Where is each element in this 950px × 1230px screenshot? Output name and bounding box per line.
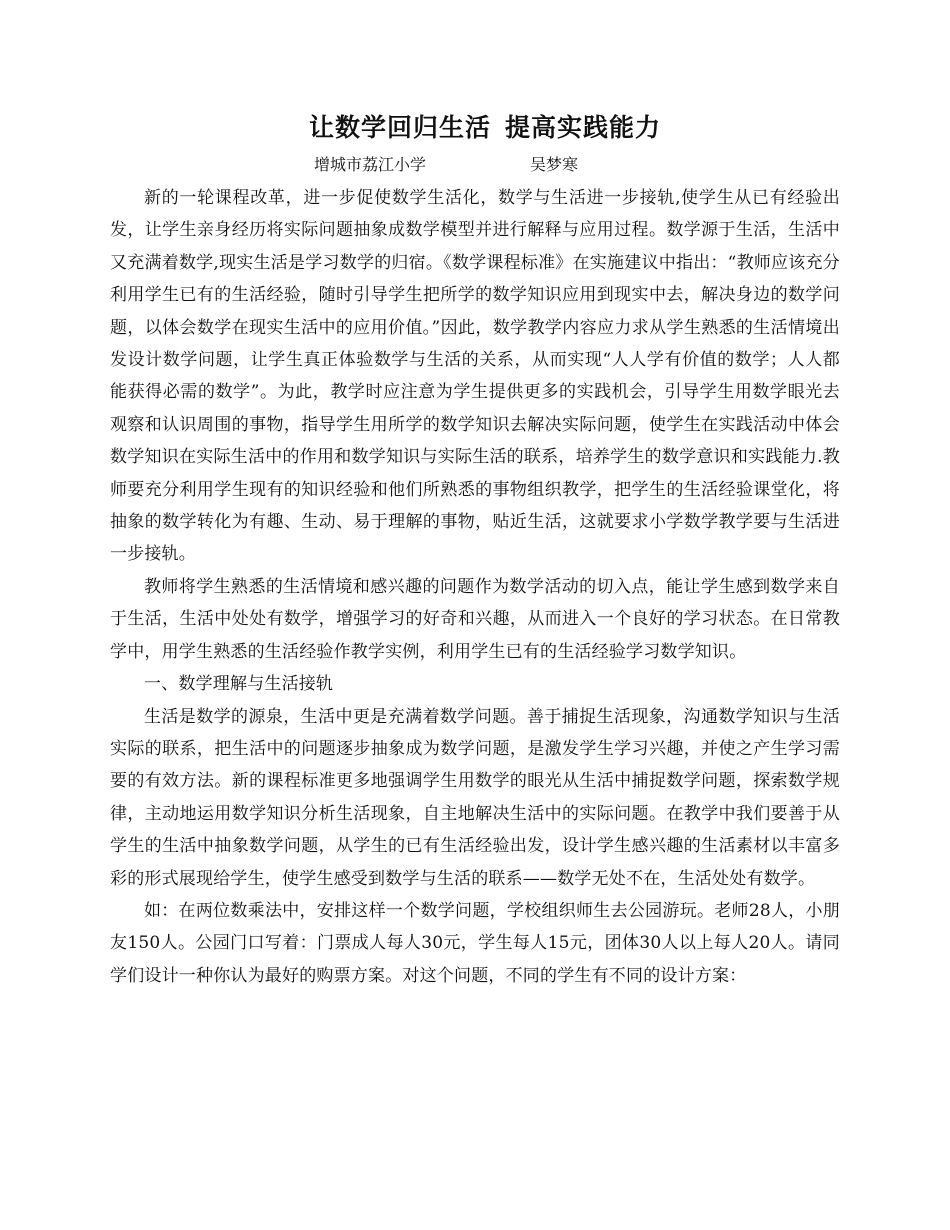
school-name: 增城市荔江小学 <box>314 155 427 174</box>
byline <box>110 148 840 182</box>
title-part-1: 让数学回归生活 <box>308 113 491 142</box>
paragraph-intro: 新的一轮课程改革，进一步促使数学生活化，数学与生活进一步接轨,使学生从已有经验出发，让学生亲身经历将实际问题抽象成数学模型并进行解释与应用过程。数学源于生活，生活中又充满着数学,现实生活是学习数学的归宿。《数学课程标准》在实施建议中指出：“教师应该充分利用学生已有的生活经验，随时引导学生把所学的数学知识应用到现实中去，解决身边的数学问题，以体会数学在现实生活中的应用价值。”因此，数学教学内容应力求从学生熟悉的生活情境出发设计数学问题，让学生真正体验数学与生活的关系，从而实现“人人学有价值的数学；人人都能获得必需的数学”。为此，教学时应注意为学生提供更多的实践机会，引导学生用数学眼光去观察和认识周围的事物，指导学生用所学的数学知识去解决实际问题，使学生在实践活动中体会数学知识在实际生活中的作用和数学知识与实际生活的联系，培养学生的数学意识和实践能力.教师要充分利用学生现有的知识经验和他们所熟悉的事物组织教学，把学生的生活经验课堂化，将抽象的数学转化为有趣、生动、易于理解的事物，贴近生活，这就要求小学数学教学要与生活进一步接轨。 <box>110 188 840 565</box>
author-name: 吴梦寒 <box>530 155 579 174</box>
section-heading: 一、数学理解与生活接轨 <box>144 674 334 695</box>
document-page <box>110 108 840 992</box>
title-part-2: 提高实践能力 <box>505 113 662 142</box>
paragraph-context: 教师将学生熟悉的生活情境和感兴趣的问题作为数学活动的切入点，能让学生感到数学来自于生活，生活中处处有数学，增强学习的好奇和兴趣，从而进入一个良好的学习状态。在日常教学中，用学生熟悉的生活经验作教学实例，利用学生已有的生活经验学习数学知识。 <box>110 576 840 662</box>
paragraph-example: 如：在两位数乘法中，安排这样一个数学问题，学校组织师生去公园游玩。老师28人，小朋友150人。公园门口写着：门票成人每人30元，学生每人15元，团体30人以上每人20人。请同学们设计一种你认为最好的购票方案。对这个问题，不同的学生有不同的设计方案： <box>110 900 840 986</box>
paragraph-section-1: 生活是数学的源泉，生活中更是充满着数学问题。善于捕捉生活现象，沟通数学知识与生活实际的联系，把生活中的问题逐步抽象成为数学问题，是激发学生学习兴趣，并使之产生学习需要的有效方法。新的课程标准更多地强调学生用数学的眼光从生活中捕捉数学问题，探索数学规律，主动地运用数学知识分析生活现象，自主地解决生活中的实际问题。在教学中我们要善于从学生的生活中抽象数学问题，从学生的已有生活经验出发，设计学生感兴趣的生活素材以丰富多彩的形式展现给学生，使学生感受到数学与生活的联系——数学无处不在，生活处处有数学。 <box>110 706 840 889</box>
document-title <box>110 108 840 148</box>
